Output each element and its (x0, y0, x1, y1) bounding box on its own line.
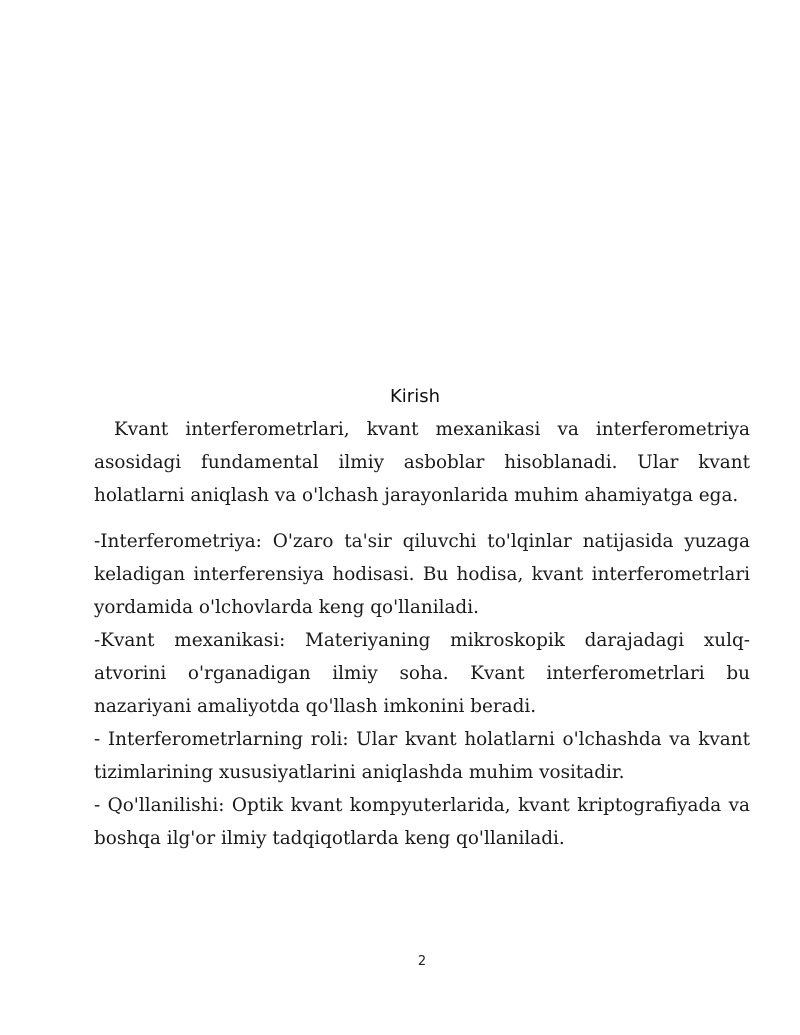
paragraph-role: - Interferometrlarning roli: Ular kvant holatlarni o'lchashda va kvant tizimlarining xususiyatlarini aniqlashda muhim vositadir. (94, 729, 750, 783)
section-heading: Kirish (390, 386, 440, 407)
page-number: 2 (417, 954, 427, 969)
intro-paragraph: Kvant interferometrlari, kvant mexanikasi va interferometriya asosidagi fundamental ilmiy asboblar hisoblanadi. Ular kvant holatlarni aniqlash va o'lchash jarayonlarida muhim ahamiyatga ega. (94, 419, 750, 506)
paragraph-interferometry: -Interferometriya: O'zaro ta'sir qiluvchi to'lqinlar natijasida yuzaga keladigan interferensiya hodisasi. Bu hodisa, kvant interferometrlari yordamida o'lchovlarda keng qo'llaniladi. (94, 531, 750, 618)
paragraph-quantum-mechanics: -Kvant mexanikasi: Materiyaning mikroskopik darajadagi xulq-atvorini o'rganadigan ilmiy soha. Kvant interferometrlari bu nazariyani amaliyotda qo'llash imkonini beradi. (94, 630, 750, 717)
body-text (94, 413, 750, 855)
paragraph-applications: - Qo'llanilishi: Optik kvant kompyuterlarida, kvant kriptografiyada va boshqa ilg'or ilmiy tadqiqotlarda keng qo'llaniladi. (94, 795, 750, 849)
